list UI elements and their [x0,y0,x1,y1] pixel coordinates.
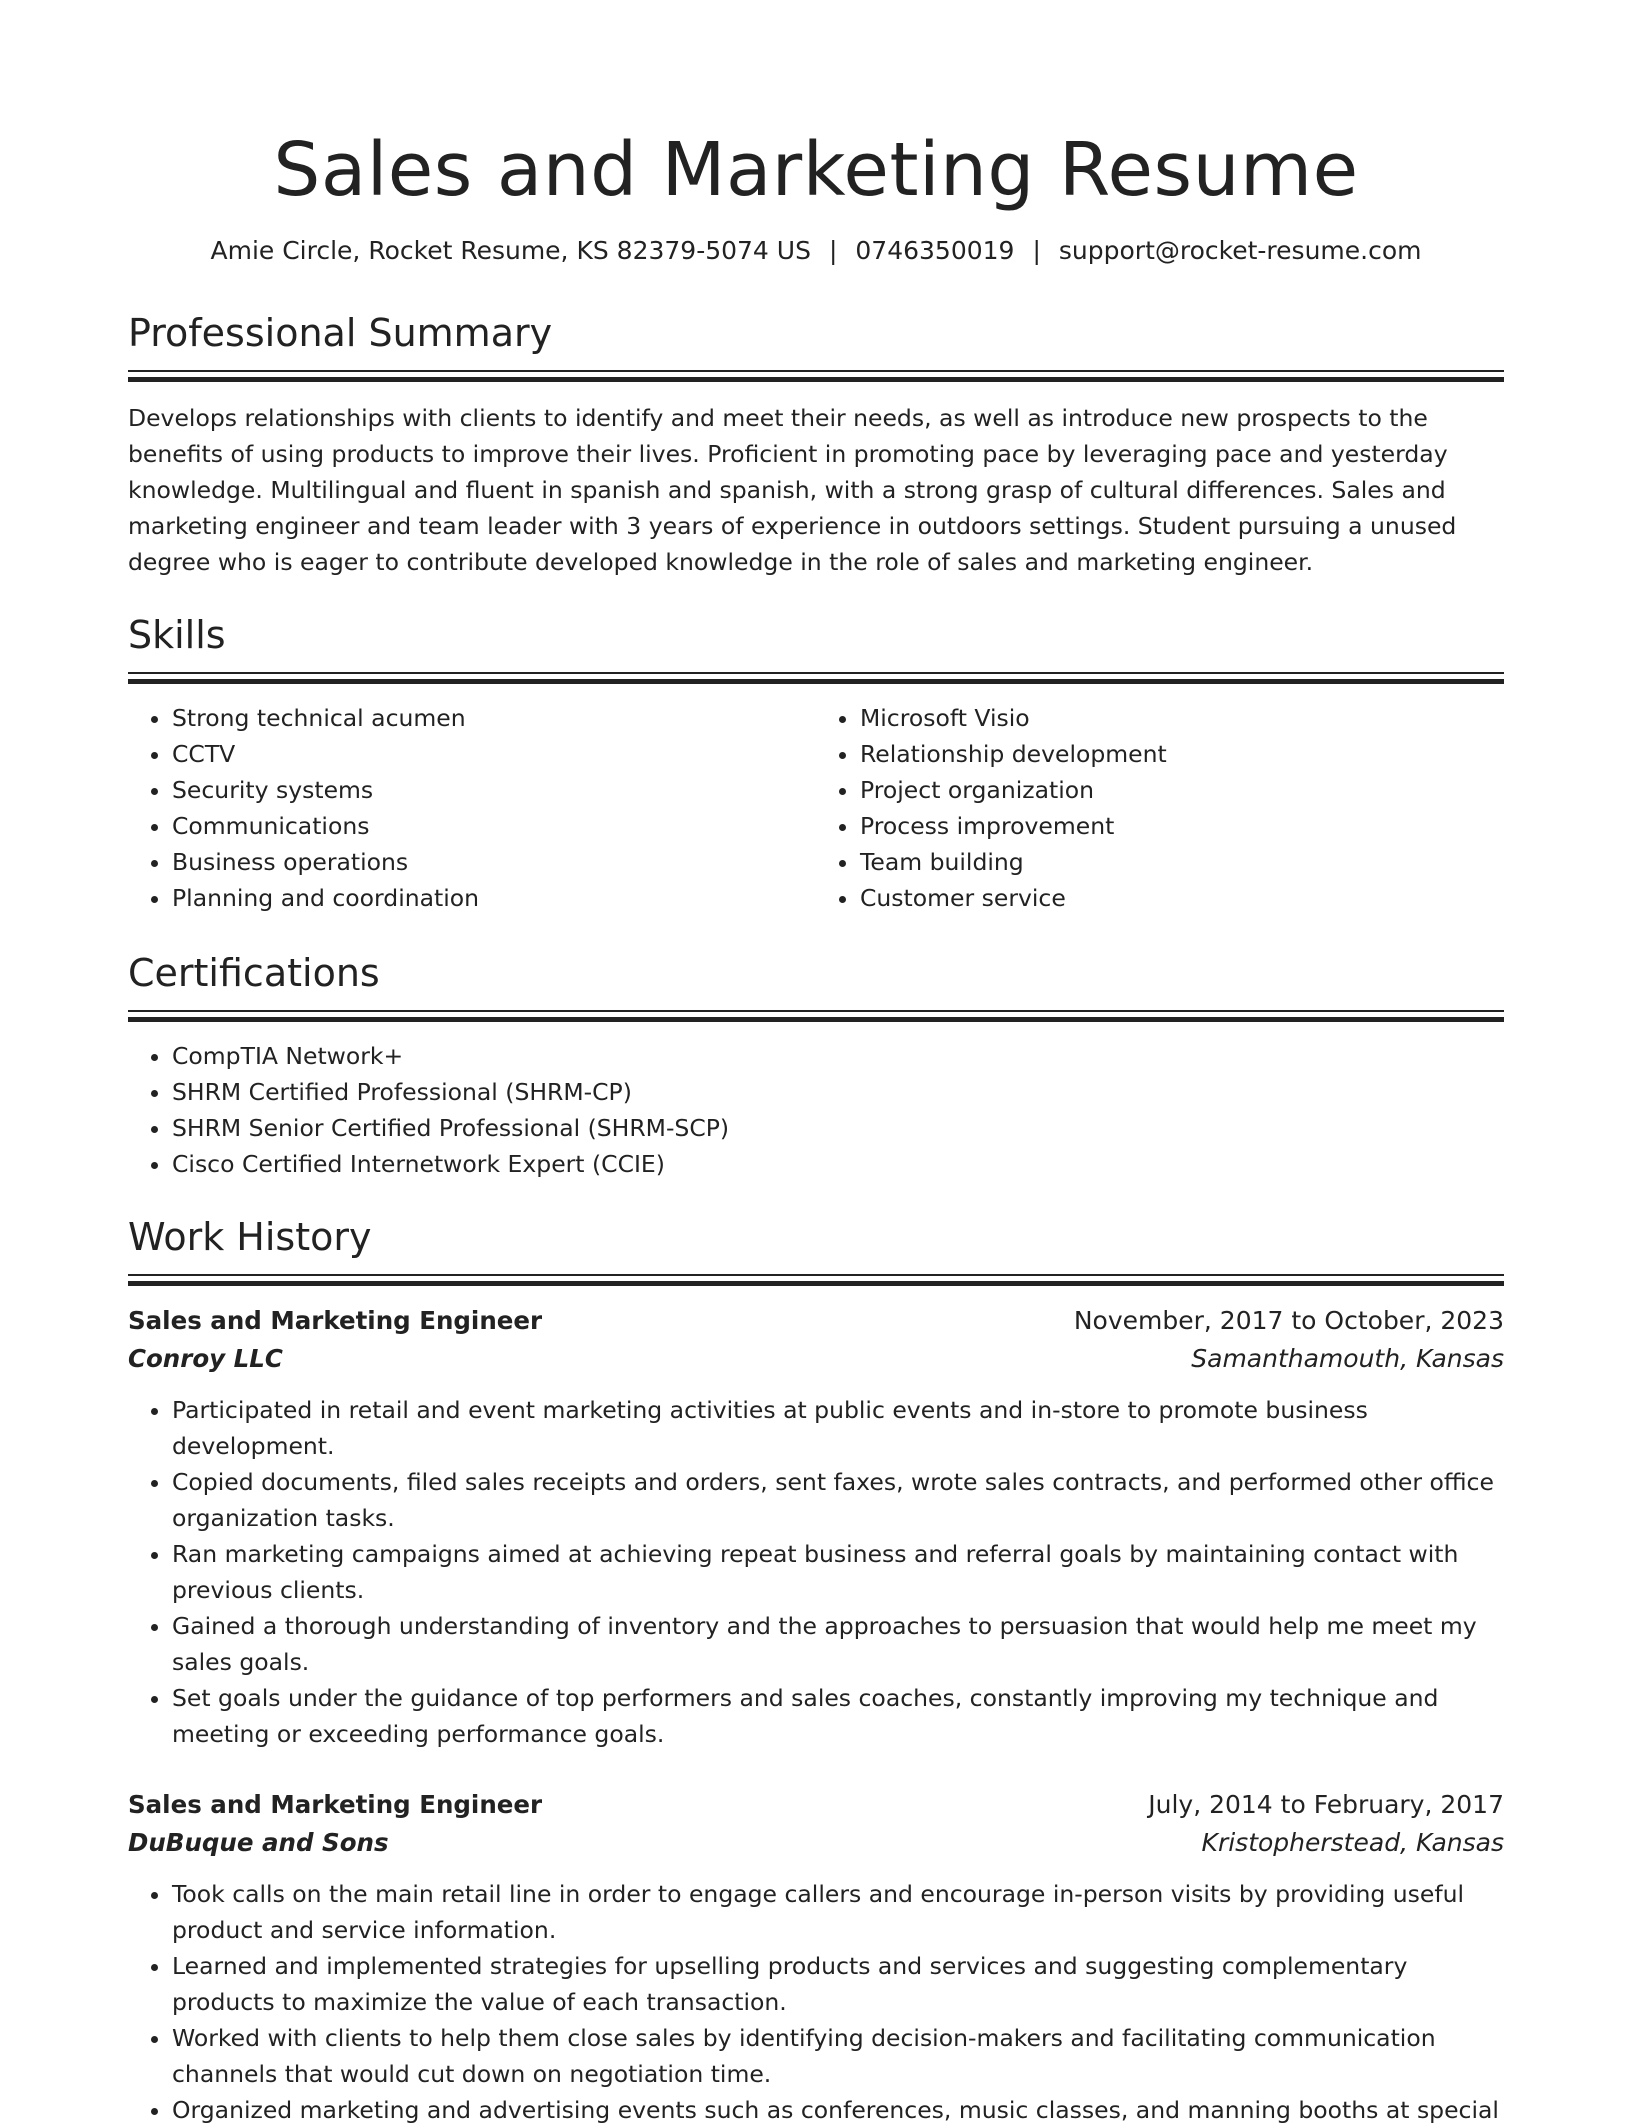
skill-item: • Security systems [172,772,816,808]
skills-section [128,610,1504,916]
skill-item: • Business operations [172,844,816,880]
section-divider [128,1010,1504,1022]
job-header-row [128,1786,1504,1824]
contact-separator: | [828,236,838,265]
job-company-row [128,1340,1504,1378]
skills-columns [128,700,1504,916]
job-bullet: • Participated in retail and event marketing activities at public events and in-store to promote business development. [172,1392,1504,1464]
contact-line [128,234,1504,268]
skills-column-right [816,700,1504,916]
skill-item: • Relationship development [860,736,1504,772]
job-bullet: • Set goals under the guidance of top performers and sales coaches, constantly improving my technique and meeting or exceeding performance goals. [172,1680,1504,1752]
job-location: Samanthamouth, Kansas [1191,1344,1504,1373]
skills-heading: Skills [128,613,226,657]
contact-address: Amie Circle, Rocket Resume, KS 82379-5074 US [210,236,811,265]
skill-item: • Planning and coordination [172,880,816,916]
resume-page [128,0,1504,2128]
skill-item: • Microsoft Visio [860,700,1504,736]
contact-separator: | [1032,236,1041,265]
skill-item: • Customer service [860,880,1504,916]
skill-item: • Strong technical acumen [172,700,816,736]
certifications-heading: Certifications [128,951,380,995]
skill-item: • Team building [860,844,1504,880]
skill-item: • Project organization [860,772,1504,808]
skill-item: • Communications [172,808,816,844]
skill-item: • CCTV [172,736,816,772]
certifications-list [128,1038,1504,1182]
job-bullet: • Worked with clients to help them close sales by identifying decision-makers and facilitating communication channels that would cut down on negotiation time. [172,2020,1504,2092]
job-bullets [128,1392,1504,1752]
job-bullet: • Organized marketing and advertising events such as conferences, music classes, and manning booths at special [172,2092,1504,2128]
job-header-row [128,1302,1504,1340]
skill-item: • Process improvement [860,808,1504,844]
section-divider [128,672,1504,684]
certification-item: • SHRM Senior Certified Professional (SHRM-SCP) [172,1110,1504,1146]
skills-column-left [128,700,816,916]
summary-heading: Professional Summary [128,311,553,355]
contact-phone: 0746350019 [855,236,1015,265]
contact-email: support@rocket-resume.com [1058,236,1422,265]
job-bullet: • Copied documents, filed sales receipts and orders, sent faxes, wrote sales contracts, and performed other office organization tasks. [172,1464,1504,1536]
job-company-row [128,1824,1504,1862]
job-location: Kristopherstead, Kansas [1201,1828,1504,1857]
skills-list-right [816,700,1504,916]
job-dates: November, 2017 to October, 2023 [1073,1306,1504,1335]
work-history-section [128,1212,1504,2128]
job-bullet: • Ran marketing campaigns aimed at achieving repeat business and referral goals by maintaining contact with previous clients. [172,1536,1504,1608]
page-title: Sales and Marketing Resume [273,127,1359,213]
job-bullet: • Learned and implemented strategies for upselling products and services and suggesting complementary products to maximize the value of each transaction. [172,1948,1504,2020]
summary-section [128,308,1504,580]
job-bullet: • Took calls on the main retail line in order to engage callers and encourage in-person visits by providing useful product and service information. [172,1876,1504,1948]
certification-item: • Cisco Certified Internetwork Expert (CCIE) [172,1146,1504,1182]
job-company: Conroy LLC [128,1344,283,1373]
job-title: Sales and Marketing Engineer [128,1790,543,1819]
certification-item: • CompTIA Network+ [172,1038,1504,1074]
section-divider [128,1274,1504,1286]
job-title: Sales and Marketing Engineer [128,1306,543,1335]
section-divider [128,370,1504,382]
job-entry [128,1302,1504,1752]
summary-text: Develops relationships with clients to identify and meet their needs, as well as introduce new prospects to the benefits of using products to improve their lives. Proficient in promoting pace by leveraging pace and yesterday knowledge. Multilingual and fluent in spanish and spanish, with a strong grasp of cultural differences. Sales and marketing engineer and team leader with 3 years of experience in outdoors settings. Student pursuing a unused degree who is eager to contribute developed knowledge in the role of sales and marketing engineer. [128,404,1457,576]
work-history-heading: Work History [128,1215,372,1259]
skills-list-left [128,700,816,916]
job-bullet: • Gained a thorough understanding of inventory and the approaches to persuasion that would help me meet my sales goals. [172,1608,1504,1680]
job-dates: July, 2014 to February, 2017 [1148,1790,1504,1819]
certification-item: • SHRM Certified Professional (SHRM-CP) [172,1074,1504,1110]
job-bullets [128,1876,1504,2128]
job-entry [128,1786,1504,2128]
resume-header [128,124,1504,268]
certifications-section [128,948,1504,1182]
job-company: DuBuque and Sons [128,1828,389,1857]
